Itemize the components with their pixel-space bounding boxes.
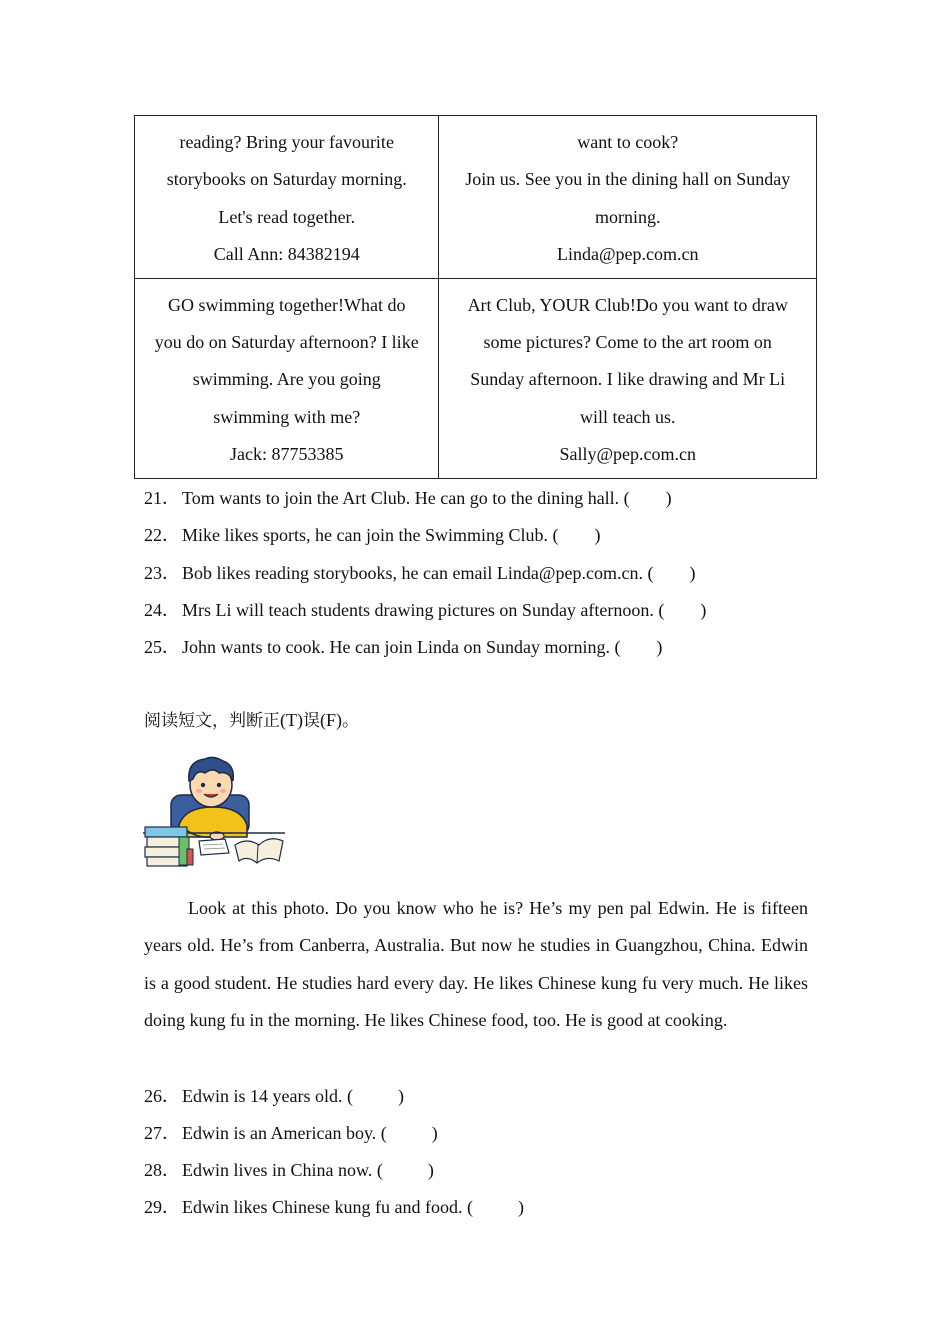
club-ads-table — [134, 115, 817, 479]
ad-line: Linda@pep.com.cn — [556, 244, 699, 265]
question-28 — [144, 1158, 434, 1182]
ad-line: Call Ann: 84382194 — [213, 244, 360, 265]
question-number: 22． — [144, 525, 180, 545]
ad-reading-club — [135, 116, 439, 279]
ad-cooking-club — [439, 116, 817, 279]
reading-passage: Look at this photo. Do you know who he is? He’s my pen pal Edwin. He is fifteen years old. He’s from Canberra, Australia. But now he studies in Guangzhou, China. Edwin is a good student. He studies hard every day. He likes Chinese kung fu very much. He likes doing kung fu in the morning. He likes Chinese food, too. He is good at cooking. — [144, 898, 808, 1031]
ad-line: storybooks on Saturday morning. — [166, 169, 407, 190]
question-text: Mike likes sports, he can join the Swimming Club. ( ) — [182, 525, 601, 545]
question-21 — [144, 486, 672, 510]
question-number: 21． — [144, 488, 180, 508]
ad-art-club — [439, 278, 817, 478]
question-text: Edwin is an American boy. ( ) — [182, 1123, 438, 1143]
ad-line: will teach us. — [579, 406, 676, 427]
ad-line: Let's read together. — [218, 206, 356, 227]
instruction-part: 误 — [302, 711, 320, 731]
ad-line: GO swimming together!What do — [167, 294, 406, 315]
question-24 — [144, 598, 706, 622]
instruction-part: (F) — [319, 710, 342, 730]
question-number: 27． — [144, 1123, 180, 1143]
instruction-part: 阅读短文，判断正 — [144, 711, 280, 731]
instruction-part: (T) — [280, 710, 303, 730]
ad-line: Art Club, YOUR Club!Do you want to draw — [467, 294, 788, 315]
question-number: 28． — [144, 1160, 180, 1180]
ad-line: want to cook? — [577, 132, 679, 152]
ad-line: Sally@pep.com.cn — [559, 444, 696, 465]
ad-line: reading? Bring your favourite — [179, 132, 394, 152]
ad-line: Sunday afternoon. I like drawing and Mr Li — [470, 369, 786, 390]
table-row — [135, 116, 817, 279]
question-27 — [144, 1121, 438, 1145]
question-text: Tom wants to join the Art Club. He can go to the dining hall. ( ) — [182, 488, 672, 508]
question-23 — [144, 561, 695, 585]
question-text: Edwin likes Chinese kung fu and food. ( ) — [182, 1197, 524, 1217]
ad-line: swimming with me? — [213, 406, 361, 427]
question-text: Edwin is 14 years old. ( ) — [182, 1086, 404, 1106]
section-instruction — [144, 708, 359, 733]
question-number: 25． — [144, 637, 180, 657]
ad-line: Jack: 87753385 — [229, 444, 344, 465]
question-number: 26． — [144, 1086, 180, 1106]
question-29 — [144, 1195, 524, 1219]
ad-line: you do on Saturday afternoon? I like — [154, 332, 419, 353]
ad-line: some pictures? Come to the art room on — [483, 332, 772, 353]
ad-line: swimming. Are you going — [192, 369, 381, 390]
question-number: 23． — [144, 563, 180, 583]
boy-studying-illustration — [143, 755, 285, 869]
question-text: Bob likes reading storybooks, he can email Linda@pep.com.cn. ( ) — [182, 563, 696, 583]
ad-line: morning. — [594, 206, 661, 227]
question-25 — [144, 635, 662, 659]
question-number: 29． — [144, 1197, 180, 1217]
question-number: 24． — [144, 600, 180, 620]
question-26 — [144, 1084, 404, 1108]
question-text: Mrs Li will teach students drawing pictures on Sunday afternoon. ( ) — [182, 600, 707, 620]
question-text: John wants to cook. He can join Linda on Sunday morning. ( ) — [182, 637, 663, 657]
question-22 — [144, 523, 600, 547]
instruction-part: 。 — [341, 711, 359, 731]
table-row — [135, 278, 817, 478]
ad-swimming-club — [135, 278, 439, 478]
ad-line: Join us. See you in the dining hall on Sunday — [465, 169, 791, 190]
question-text: Edwin lives in China now. ( ) — [182, 1160, 434, 1180]
